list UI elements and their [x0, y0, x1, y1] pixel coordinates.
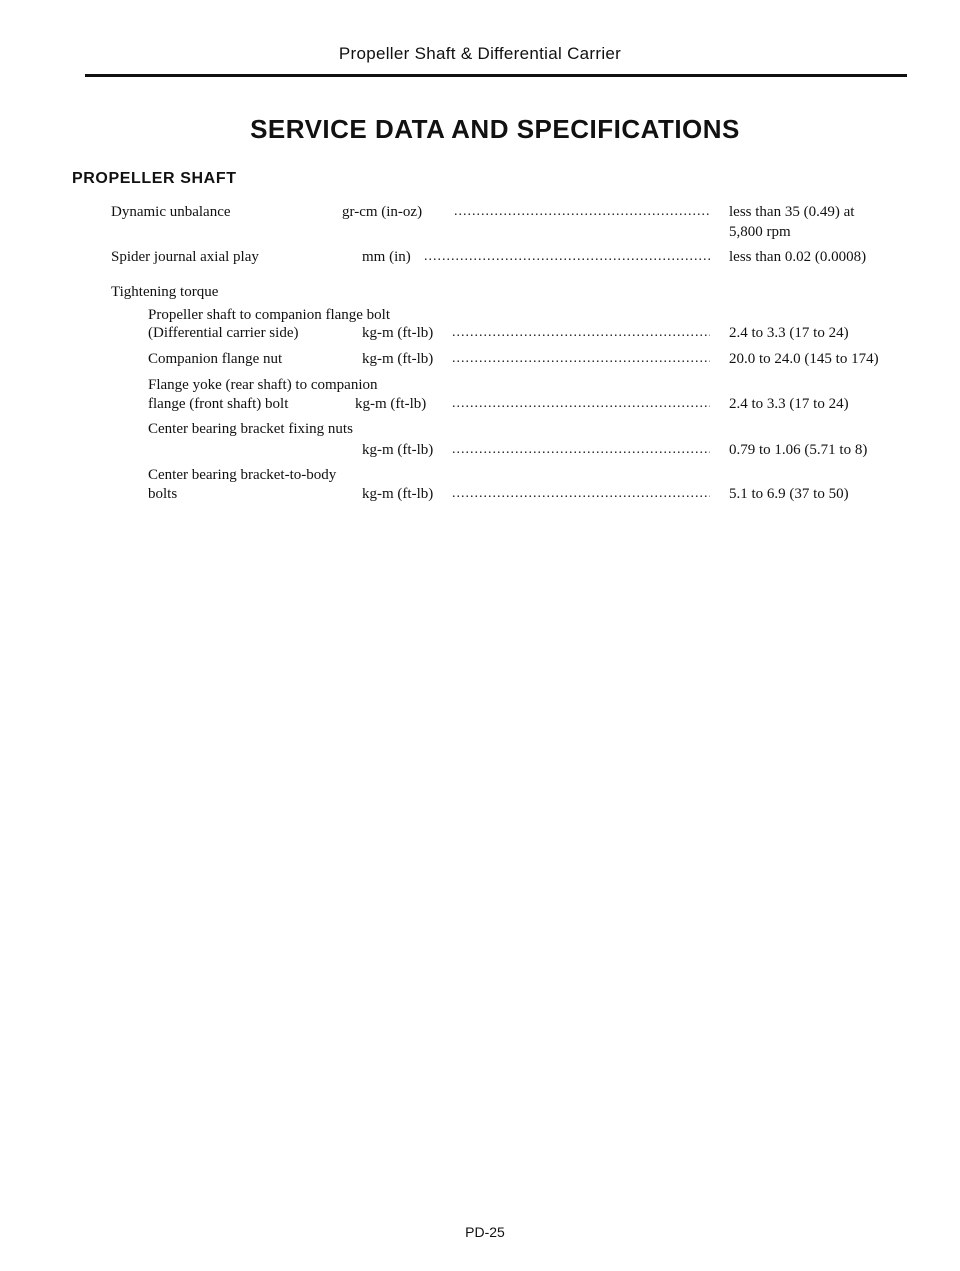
spec-unit-spider-play: mm (in) [362, 249, 411, 265]
torque-item-unit: kg-m (ft-lb) [362, 325, 434, 341]
spec-group-label-tightening-torque: Tightening torque [111, 284, 219, 300]
torque-item-unit: kg-m (ft-lb) [362, 351, 434, 367]
spec-unit-dynamic-unbalance: gr-cm (in-oz) [342, 204, 423, 220]
dot-leader [452, 441, 710, 459]
torque-item-value: 20.0 to 24.0 (145 to 174) [729, 351, 879, 367]
spec-value-dynamic-unbalance-line2: 5,800 rpm [729, 224, 791, 240]
torque-item-label: Center bearing bracket-to-body [148, 467, 337, 483]
torque-item-unit: kg-m (ft-lb) [362, 486, 434, 502]
torque-item-label: Propeller shaft to companion flange bolt [148, 307, 391, 323]
torque-item-value: 0.79 to 1.06 (5.71 to 8) [729, 442, 868, 458]
torque-item-label: Flange yoke (rear shaft) to companion [148, 377, 378, 393]
header-rule [85, 74, 907, 77]
spec-value-spider-play: less than 0.02 (0.0008) [729, 249, 867, 265]
spec-value-dynamic-unbalance: less than 35 (0.49) at [729, 204, 855, 220]
torque-item-label: Center bearing bracket fixing nuts [148, 421, 353, 437]
torque-item-label: Companion flange nut [148, 351, 283, 367]
spec-label-dynamic-unbalance: Dynamic unbalance [111, 204, 231, 220]
dot-leader [452, 395, 710, 413]
dot-leader [454, 203, 710, 221]
torque-item-label-line2: bolts [148, 486, 178, 502]
dot-leader [452, 350, 710, 368]
torque-item-value: 2.4 to 3.3 (17 to 24) [729, 396, 849, 412]
torque-item-value: 5.1 to 6.9 (37 to 50) [729, 486, 849, 502]
torque-item-value: 2.4 to 3.3 (17 to 24) [729, 325, 849, 341]
dot-leader [424, 248, 710, 266]
torque-item-label-line2: flange (front shaft) bolt [148, 396, 289, 412]
page-number: PD-25 [465, 1224, 505, 1240]
section-heading: PROPELLER SHAFT [72, 170, 237, 187]
spec-label-spider-play: Spider journal axial play [111, 249, 259, 265]
dot-leader [452, 324, 710, 342]
dot-leader [452, 485, 710, 503]
running-header: Propeller Shaft & Differential Carrier [338, 44, 622, 63]
page-title: SERVICE DATA AND SPECIFICATIONS [250, 114, 740, 144]
torque-item-unit: kg-m (ft-lb) [362, 442, 434, 458]
torque-item-label-line2: (Differential carrier side) [148, 325, 299, 341]
torque-item-unit: kg-m (ft-lb) [355, 396, 427, 412]
